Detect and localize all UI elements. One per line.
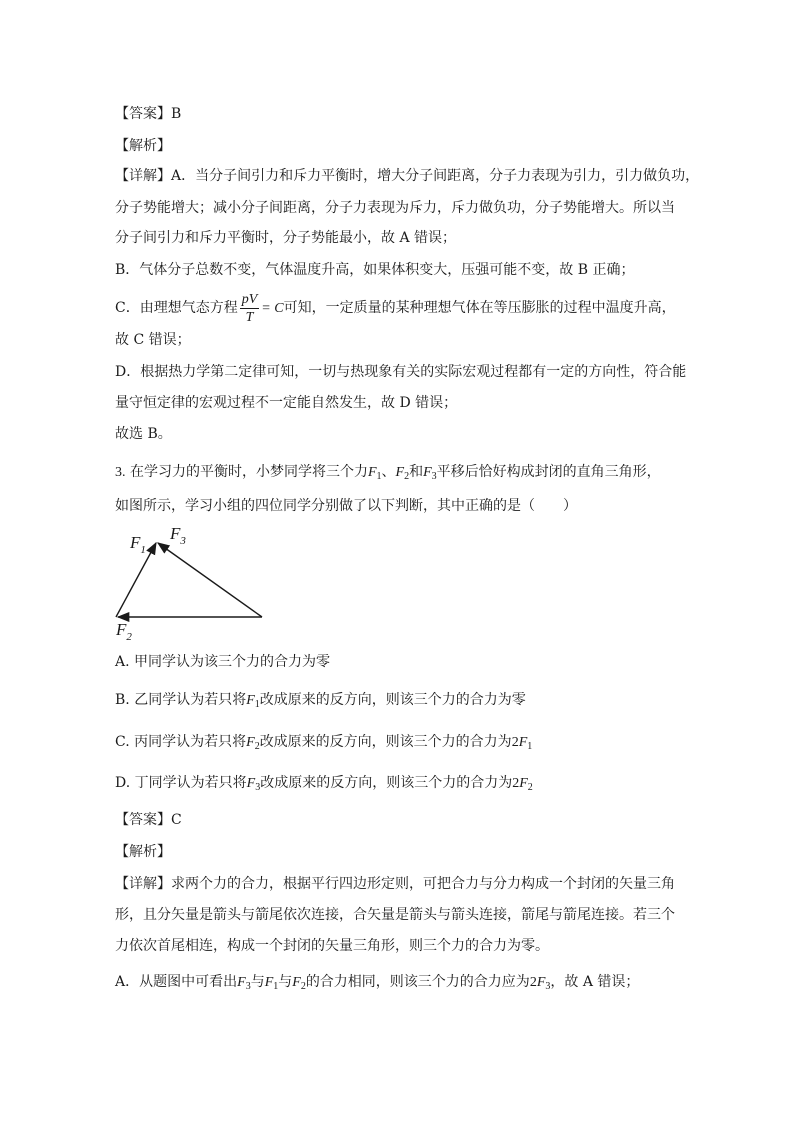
ideal-gas-rhs: = C xyxy=(261,301,284,316)
question-3-line-1: 3. 在学习力的平衡时，小梦同学将三个力$F_1$、$F_2$和$F_3$平移后恰好构成封闭的直角三角形， xyxy=(115,464,661,482)
detail-line-7: D．根据热力学第二定律可知，一切与热现象有关的实际宏观过程都有一定的方向性，符合能 xyxy=(115,364,687,380)
label-f3: $F_3$ xyxy=(170,525,186,547)
detail-line-1: 【详解】A．当分子间引力和斥力平衡时，增大分子间距离，分子力表现为引力，引力做负功， xyxy=(115,168,700,184)
analysis-label-q2: 【解析】 xyxy=(115,138,171,154)
answer-label-q2: 【答案】B xyxy=(115,106,182,122)
detail-line-6: 故 C 错误； xyxy=(115,332,191,348)
answer-label-q3: 【答案】C xyxy=(115,812,182,828)
detail-line-5: C．由理想气态方程 $\frac{pV}{T}$ = C可知，一定质量的某种理想气体在等压膨胀的过程中温度升高， xyxy=(115,291,676,325)
detail-line-8: 量守恒定律的宏观过程不一定能自然发生，故 D 错误； xyxy=(115,395,458,411)
detail-line-4: B．气体分子总数不变，气体温度升高，如果体积变大，压强可能不变，故 B 正确； xyxy=(115,262,635,278)
force-triangle-diagram xyxy=(110,525,275,645)
option-c: C. 丙同学认为若只将$F_2$改成原来的反方向，则该三个力的合力为$2F_1$ xyxy=(115,734,533,752)
ideal-gas-fraction: $\frac{pV}{T}$ xyxy=(241,291,258,325)
question-3-line-2: 如图所示，学习小组的四位同学分别做了以下判断，其中正确的是（ ） xyxy=(115,498,577,514)
analysis-label-q3: 【解析】 xyxy=(115,844,171,860)
detail3-line-2: 形，且分矢量是箭头与箭尾依次连接，合矢量是箭头与箭头连接，箭尾与箭尾连接。若三个 xyxy=(115,907,675,923)
option-b: B. 乙同学认为若只将$F_1$改成原来的反方向，则该三个力的合力为零 xyxy=(115,692,526,710)
vector-f1 xyxy=(116,543,156,617)
detail3-line-3: 力依次首尾相连，构成一个封闭的矢量三角形，则三个力的合力为零。 xyxy=(115,938,549,954)
label-f2: $F_2$ xyxy=(116,620,132,643)
option-d: D. 丁同学认为若只将$F_3$改成原来的反方向，则该三个力的合力为$2F_2$ xyxy=(115,775,533,793)
detail-line-3: 分子间引力和斥力平衡时，分子势能最小，故 A 错误； xyxy=(115,230,457,246)
detail3-line-1: 【详解】求两个力的合力，根据平行四边形定则，可把合力与分力构成一个封闭的矢量三角 xyxy=(115,876,675,892)
vector-f3 xyxy=(158,543,262,617)
detail-line-9: 故选 B。 xyxy=(115,426,172,442)
option-a: A. 甲同学认为该三个力的合力为零 xyxy=(115,654,331,670)
label-f1: $F_1$ xyxy=(130,533,146,556)
detail-line-2: 分子势能增大；减小分子间距离，分子力表现为斥力，斥力做负功，分子势能增大。所以当 xyxy=(115,200,675,216)
detail3-line-a: A．从题图中可看出$F_3$与$F_1$与$F_2$的合力相同，则该三个力的合力应为$2F_3$，故 A 错误； xyxy=(115,974,640,992)
